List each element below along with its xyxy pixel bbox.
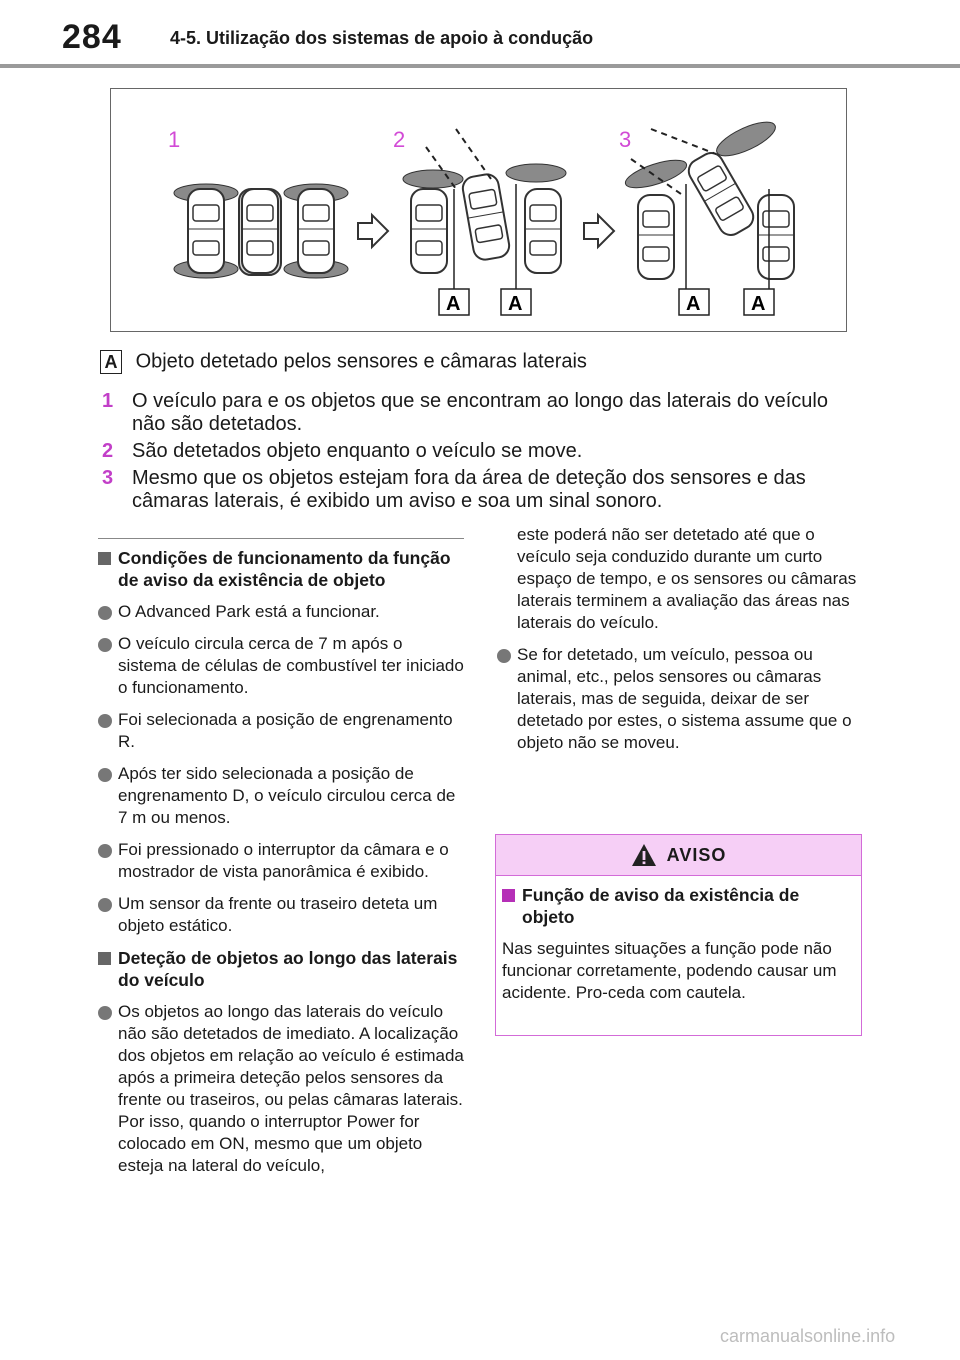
stage-label-3: 3 (619, 127, 632, 152)
stage-3-scene (622, 116, 794, 315)
heading-text: Condições de funcionamento da função de aviso da existência de objeto (118, 548, 451, 590)
step-1 (100, 390, 860, 436)
stage-label-2: 2 (393, 127, 406, 152)
bullet-text: O veículo circula cerca de 7 m após o sistema de células de combustível ter iniciado o funcionamento. (118, 634, 464, 697)
bullet-text: Os objetos ao longo das laterais do veículo não são detetados de imediato. A localização dos objetos em relação ao veículo é estimada após a primeira deteção pelos sensores da frente ou traseiros, ou pelas câmaras laterais. Por isso, quando o interruptor Power for colocado em ON, mesmo que um objeto esteja na lateral do veículo, (118, 1002, 464, 1175)
figure-legend (100, 350, 587, 374)
bullet-text: Foi pressionado o interruptor da câmara e o mostrador de vista panorâmica é exibido. (118, 840, 449, 881)
stage-label-1: 1 (168, 127, 181, 152)
heading-square-icon (98, 952, 111, 965)
bullet-dot-icon (98, 638, 112, 652)
heading-side-detection (98, 947, 464, 991)
bullet-dot-icon (497, 649, 511, 663)
legend-text: Objeto detetado pelos sensores e câmaras laterais (135, 350, 587, 373)
step-2 (100, 440, 860, 463)
heading-square-icon (98, 552, 111, 565)
step-3 (100, 467, 860, 513)
left-column (98, 538, 464, 1187)
step-number: 1 (102, 390, 114, 412)
warning-text: Nas seguintes situações a função pode não funcionar corretamente, podendo causar um acidente. Pro-ceda com cautela. (502, 939, 837, 1002)
page-number: 284 (62, 18, 122, 56)
warning-box (495, 834, 862, 1036)
callout-a-2: A (508, 293, 523, 315)
section-title: 4-5. Utilização dos sistemas de apoio à condução (170, 28, 594, 48)
arrow-1-to-2 (358, 215, 388, 247)
warning-heading (502, 884, 855, 928)
continuation-text: este poderá não ser detetado até que o veículo seja conduzido durante um curto espaço de tempo, e os sensores ou câmaras laterais terminem a avaliação das áreas nas laterais do veículo. (517, 525, 857, 632)
legend-badge: A (100, 350, 122, 374)
bullet-item (98, 763, 464, 829)
callout-a-3: A (686, 293, 701, 315)
bullet-dot-icon (98, 714, 112, 728)
right-column (497, 524, 863, 764)
figure-steps (100, 390, 860, 517)
column-divider (98, 538, 464, 539)
bullet-item (98, 839, 464, 883)
bullet-dot-icon (98, 768, 112, 782)
bullet-dot-icon (98, 844, 112, 858)
bullet-text: Foi selecionada a posição de engrenamento R. (118, 710, 453, 751)
warning-heading-text: Função de aviso da existência de objeto (522, 885, 800, 927)
bullet-item (98, 709, 464, 753)
bullet-text: O Advanced Park está a funcionar. (118, 602, 380, 621)
bullet-item (98, 601, 464, 623)
warning-header (496, 835, 861, 876)
bullet-item (98, 633, 464, 699)
header-divider (0, 64, 960, 68)
callout-a-4: A (751, 293, 766, 315)
callout-a-1: A (446, 293, 461, 315)
bullet-dot-icon (98, 898, 112, 912)
bullet-text: Um sensor da frente ou traseiro deteta um objeto estático. (118, 894, 438, 935)
stage-2-scene (403, 129, 566, 315)
figure-illustration (111, 89, 846, 331)
bullet-dot-icon (98, 1006, 112, 1020)
bullet-text: Se for detetado, um veículo, pessoa ou animal, etc., pelos sensores ou câmaras laterais, mas de seguida, deixar de ser detetado por estes, o sistema assume que o objeto não se moveu. (517, 645, 852, 752)
heading-text: Deteção de objetos ao longo das laterais do veículo (118, 948, 458, 990)
bullet-item (98, 1001, 464, 1177)
bullet-text: Após ter sido selecionada a posição de engrenamento D, o veículo circulou cerca de 7 m ou menos. (118, 764, 456, 827)
step-number: 3 (102, 467, 114, 489)
step-text: Mesmo que os objetos estejam fora da área de deteção dos sensores e das câmaras laterais, é exibido um aviso e soa um sinal sonoro. (132, 467, 806, 512)
step-number: 2 (102, 440, 114, 462)
parking-sensor-figure (110, 88, 847, 332)
step-text: O veículo para e os objetos que se encontram ao longo das laterais do veículo não são detetados. (132, 390, 828, 435)
warning-label: AVISO (666, 844, 727, 865)
arrow-2-to-3 (584, 215, 614, 247)
warning-triangle-icon (631, 843, 657, 867)
heading-square-icon (502, 889, 515, 902)
warning-body (496, 876, 861, 1004)
stage-1-scene (174, 184, 348, 278)
step-text: São detetados objeto enquanto o veículo se move. (132, 440, 583, 462)
bullet-dot-icon (98, 606, 112, 620)
heading-operating-conditions (98, 547, 464, 591)
watermark: carmanualsonline.info (720, 1326, 896, 1346)
bullet-item (98, 893, 464, 937)
bullet-item (497, 644, 863, 754)
